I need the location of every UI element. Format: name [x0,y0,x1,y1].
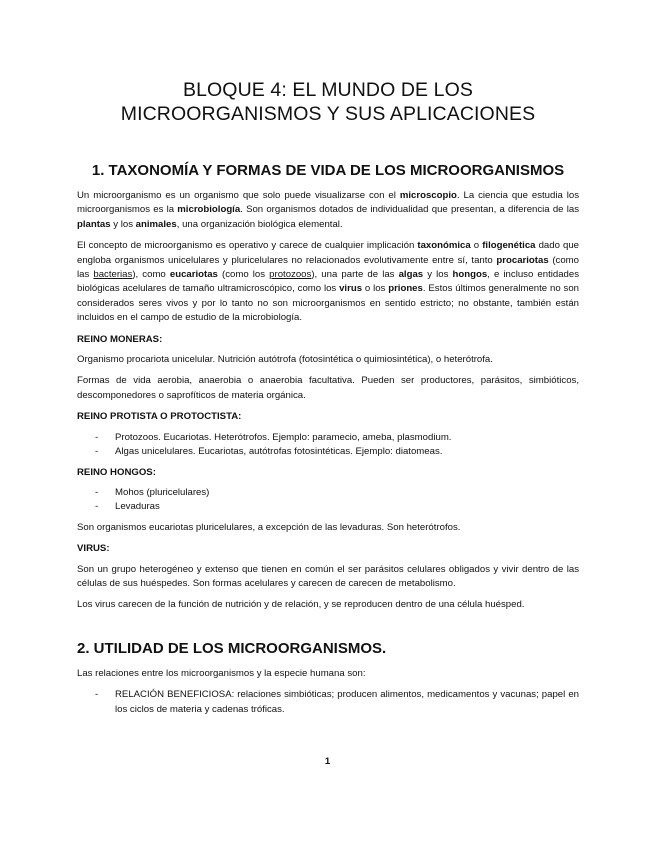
text-run: (como las [77,254,579,281]
text-run: . Estos últimos generalmente no son considerados seres vivos y por lo tanto no son microorganismos en sentido estricto; no obstante, también están incluidos en el campo de estudio de la microbiología. [77,283,579,324]
text-run: o [470,240,483,252]
virus-heading: VIRUS: [77,543,110,555]
relations-paragraph: Las relaciones entre los microorganismos y la especie humana son: [77,667,366,679]
document-title-line-1: BLOQUE 4: EL MUNDO DE LOS [182,79,474,101]
text-run: . La ciencia que estudia los microorganismos es la [77,190,580,216]
text-run: dado que engloba organismos unicelulares y pluricelulares no relacionados evolutivamente entre sí, tanto [77,240,580,266]
bullet-dash: - [95,431,99,443]
term-priones: priones [388,283,423,295]
term-microbiologia: microbiología [177,204,241,216]
term-algas: algas [398,269,424,281]
virus-paragraph-1: Son un grupo heterogéneo y extenso que tienen en común el ser parásitos celulares obligados y vivir dentro de las células de sus huéspedes. Son formas acelulares y carecen de carecen de metabolismo. [77,563,579,589]
document-title [77,78,579,126]
term-filogenetica: filogenética [482,240,536,252]
page-number: 1 [324,756,331,767]
text-run: o los [362,283,389,295]
list-item-text: Levaduras [115,501,160,513]
text-run: Un microorganismo es un organismo que solo puede visualizarse con el [77,190,400,201]
bullet-dash: - [95,689,99,701]
bullet-dash: - [95,501,99,513]
virus-paragraph-2: Los virus carecen de la función de nutrición y de relación, y se reproducen dentro de una célula huésped. [77,599,525,611]
link-bacterias[interactable]: bacterias [93,269,133,281]
moneras-heading: REINO MONERAS: [77,333,163,345]
text-run: El concepto de microorganismo es operativo y carece de cualquier implicación [77,240,418,252]
document-title-line-2: MICROORGANISMOS Y SUS APLICACIONES [120,103,536,125]
protista-list [77,431,579,460]
text-run: (como los [217,269,270,281]
term-microscopio: microscopio [399,190,457,201]
bullet-dash: - [95,486,99,498]
page-content [77,78,579,723]
list-item-text: Mohos (pluricelulares) [115,486,210,498]
text-run: y los [110,218,136,230]
list-item [77,445,579,459]
list-item [77,431,579,445]
text-run: y los [423,269,453,281]
list-item [77,500,579,514]
text-run: ), como [132,269,170,281]
intro-paragraph [77,189,579,232]
term-procariotas: procariotas [496,254,549,266]
section-1-heading: 1. TAXONOMÍA Y FORMAS DE VIDA DE LOS MICROORGANISMOS [91,162,565,179]
list-item-text: Algas unicelulares. Eucariotas, autótrofas fotosintéticas. Ejemplo: diatomeas. [115,446,443,458]
section-2-heading: 2. UTILIDAD DE LOS MICROORGANISMOS. [77,639,387,657]
text-run: , una organización biológica elemental. [176,218,343,230]
term-hongos: hongos [452,269,488,281]
moneras-paragraph-1: Organismo procariota unicelular. Nutrición autótrofa (fotosintética o quimiosintética), o heterótrofa. [77,354,493,366]
term-eucariotas: eucariotas [169,269,218,281]
term-virus: virus [339,283,363,295]
term-taxonomica: taxonómica [417,240,471,252]
list-item-text: RELACIÓN BENEFICIOSA: relaciones simbióticas; producen alimentos, medicamentos y vacunas; papel en los ciclos de materia y cadenas tróficas. [115,689,579,715]
concept-paragraph [77,239,579,325]
list-item-text: Protozoos. Eucariotas. Heterótrofos. Ejemplo: paramecio, ameba, plasmodium. [115,431,452,443]
term-animales: animales [135,218,177,230]
text-run: ), una parte de las [311,269,399,281]
hongos-paragraph: Son organismos eucariotas pluricelulares, a excepción de las levaduras. Son heterótrofos. [77,521,461,533]
list-item [77,688,579,717]
protista-heading: REINO PROTISTA O PROTOCTISTA: [77,411,242,423]
hongos-heading: REINO HONGOS: [77,466,156,478]
list-item [77,486,579,500]
relations-list [77,688,579,717]
bullet-dash: - [95,446,99,458]
text-run: . Son organismos dotados de individualidad que presentan, a diferencia de las [240,204,579,216]
text-run: , e incluso entidades biológicas acelulares de tamaño ultramicroscópico, como los [77,269,580,295]
term-plantas: plantas [77,218,111,230]
link-protozoos[interactable]: protozoos [269,269,312,281]
hongos-list [77,486,579,515]
moneras-paragraph-2: Formas de vida aerobia, anaerobia o anaerobia facultativa. Pueden ser productores, parásitos, simbióticos, descomponedores o saprofíticos de materia orgánica. [77,375,579,401]
